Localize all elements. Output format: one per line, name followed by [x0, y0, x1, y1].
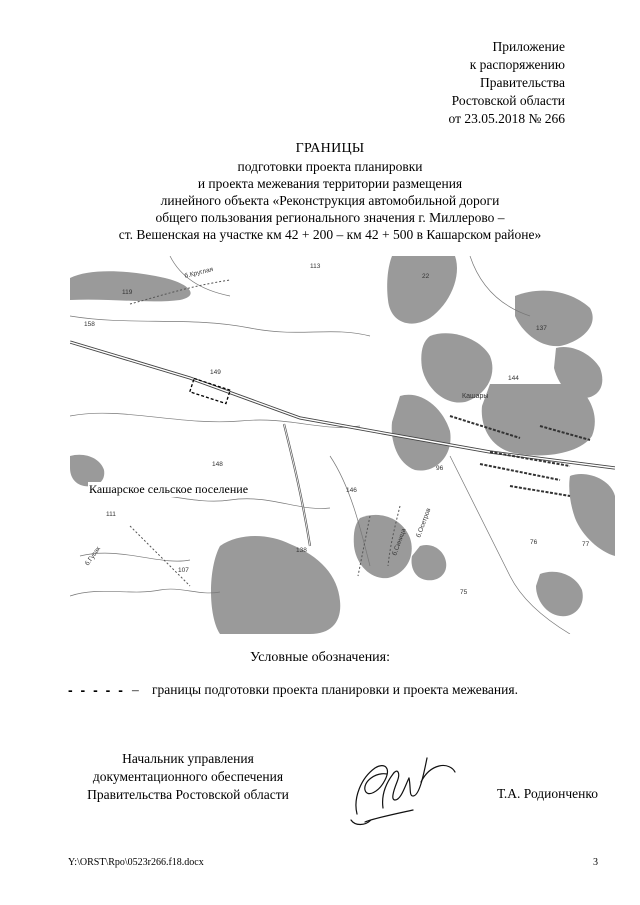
contour-line: [70, 316, 370, 336]
annex-line-5: от 23.05.2018 № 266: [448, 111, 565, 126]
parcel-number: 158: [84, 321, 95, 328]
terrain-area: [70, 271, 191, 301]
title-line-3: линейного объекта «Реконструкция автомобильной дороги: [160, 193, 500, 208]
handwritten-signature: [335, 738, 465, 828]
parcel-number: 144: [508, 375, 519, 382]
parcel-number: 149: [210, 369, 221, 376]
village-street: [510, 486, 570, 496]
parcel-number: 137: [536, 325, 547, 332]
parcel-number: 75: [460, 589, 468, 596]
map-terrain: [70, 256, 615, 634]
river-label: б.Осетров: [415, 507, 433, 539]
signatory-line-1: Начальник управления: [122, 751, 254, 766]
river-label: б.Синица: [391, 527, 408, 557]
terrain-area: [536, 572, 583, 617]
terrain-area: [354, 515, 412, 578]
file-path: Y:\ORST\Rpo\0523r266.f18.docx: [68, 857, 204, 868]
parcel-number: 96: [436, 465, 444, 472]
stream-line: [130, 526, 190, 586]
parcel-number: 148: [212, 461, 223, 468]
contour-line: [70, 589, 220, 596]
parcel-number: 119: [122, 289, 133, 296]
map-drawing: [70, 256, 615, 634]
river-label: б.Гусак: [83, 545, 102, 568]
map-secondary-road: [284, 424, 310, 546]
secondary-road-outer: [284, 424, 310, 546]
parcel-number: 76: [530, 539, 538, 546]
legend-title: Условные обозначения:: [249, 650, 391, 665]
settlement-label: Кашарское сельское поселение: [89, 482, 249, 496]
legend-separator: –: [132, 682, 139, 697]
document-title: [40, 140, 620, 243]
signatory-position: [68, 750, 308, 804]
town-label: Кашары: [462, 393, 489, 400]
legend-description: границы подготовки проекта планировки и проекта межевания.: [152, 682, 518, 697]
legend-row: [68, 682, 628, 702]
annex-line-1: Приложение: [492, 39, 565, 54]
parcel-number: 111: [106, 511, 116, 518]
parcel-number: 22: [422, 273, 430, 280]
signatory-line-3: Правительства Ростовской области: [87, 787, 289, 802]
terrain-area: [392, 395, 451, 471]
river-label: б.Круглая: [183, 266, 214, 280]
annex-header: [365, 38, 565, 128]
signatory-line-2: документационного обеспечения: [92, 769, 284, 784]
terrain-area: [569, 474, 615, 556]
title-line-2: и проекта межевания территории размещения: [197, 176, 463, 191]
parcel-number: 146: [346, 487, 357, 494]
boundary-map: [70, 256, 615, 634]
terrain-area: [412, 545, 447, 580]
title-main: ГРАНИЦЫ: [295, 141, 365, 156]
dashed-line-symbol: - - - - -: [68, 682, 125, 698]
parcel-number: 138: [296, 547, 307, 554]
signatory-name: Т.А. Родионченко: [497, 786, 598, 801]
parcel-number: 77: [582, 541, 590, 548]
terrain-area: [515, 291, 593, 347]
annex-line-2: к распоряжению: [469, 57, 565, 72]
annex-line-3: Правительства: [480, 75, 565, 90]
page-number: 3: [593, 857, 598, 868]
parcel-number: 107: [178, 567, 189, 574]
terrain-area: [387, 256, 457, 324]
village-street: [480, 464, 560, 480]
parcel-number: 113: [310, 263, 321, 270]
title-line-1: подготовки проекта планировки: [237, 159, 423, 174]
terrain-area: [211, 536, 340, 634]
annex-line-4: Ростовской области: [451, 93, 565, 108]
title-line-5: ст. Вешенская на участке км 42 + 200 – км 42 + 500 в Кашарском районе»: [118, 227, 542, 242]
title-line-4: общего пользования регионального значения г. Миллерово –: [155, 210, 505, 225]
